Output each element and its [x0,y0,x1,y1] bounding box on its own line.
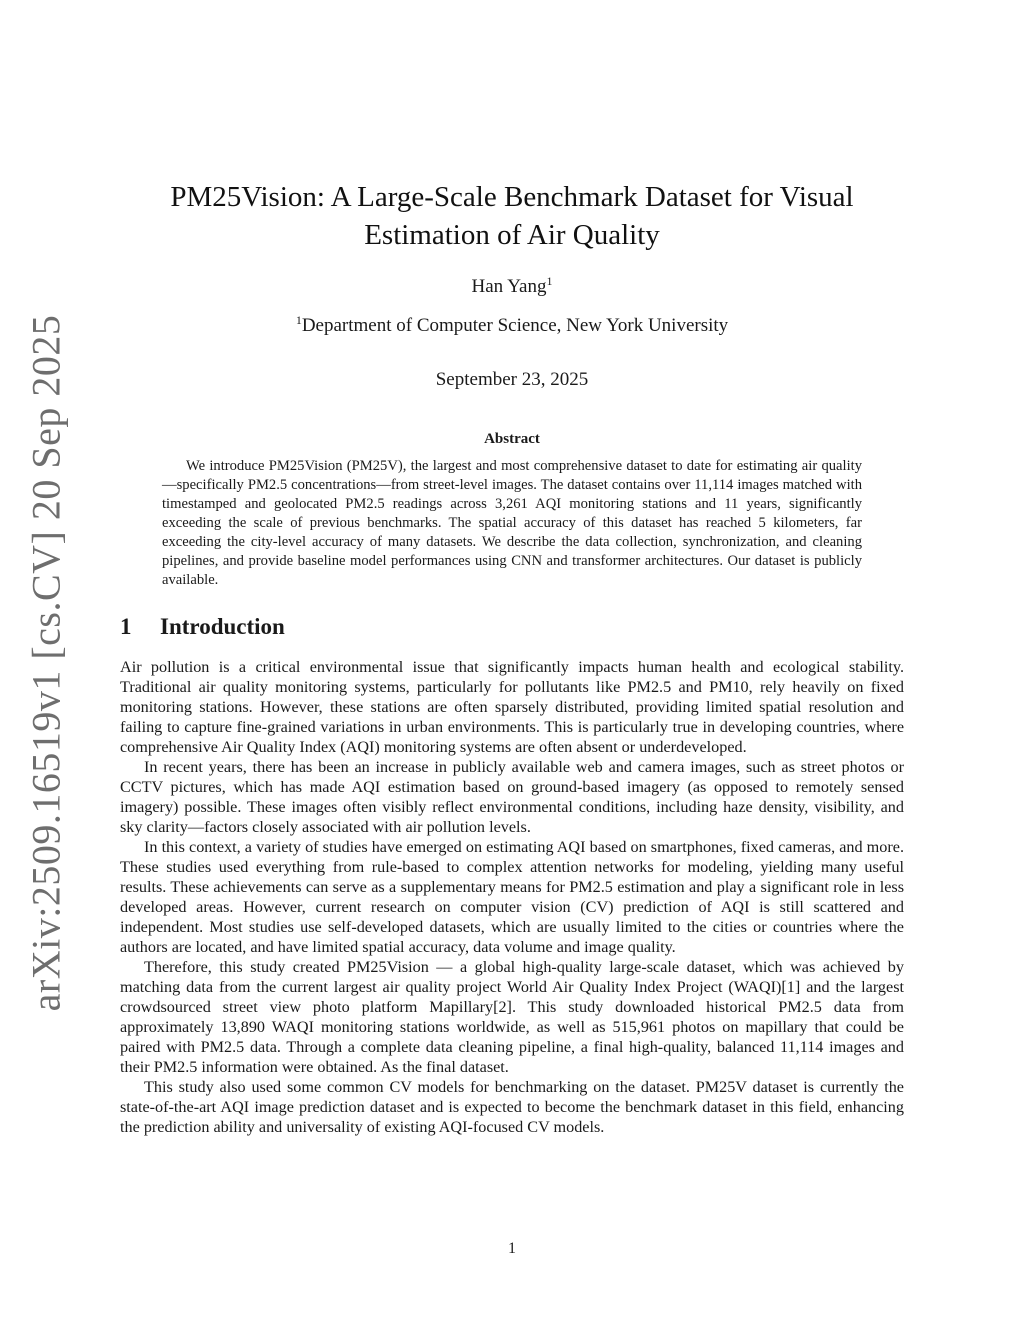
publication-date: September 23, 2025 [435,369,589,390]
paragraph: This study also used some common CV models for benchmarking on the dataset. PM25V dataset is currently the state-of-the-art AQI image prediction dataset and is expected to become the benchmark dataset in this field, enhancing the prediction ability and universality of existing AQI-focused CV models. [120,1078,904,1136]
affiliation-text: Department of Computer Science, New York University [301,315,729,336]
paragraph: Therefore, this study created PM25Vision — a global high-quality large-scale dataset, which was achieved by matching data from the current largest air quality project World Air Quality Index Project (WAQI)[1] and the largest crowdsourced street view photo platform Mapillary[2]. This study downloaded historical PM2.5 data from approximately 13,890 WAQI monitoring stations worldwide, as well as 515,961 photos on mapillary that could be paired with PM2.5 data. Through a complete data cleaning pipeline, a final high-quality, balanced 11,114 images and their PM2.5 information were obtained. As the final dataset. [120,958,904,1076]
introduction-body [120,657,904,1137]
title-line-1: PM25Vision: A Large-Scale Benchmark Dataset for Visual [170,181,854,213]
paragraph: In this context, a variety of studies have emerged on estimating AQI based on smartphones, fixed cameras, and more. These studies used everything from rule-based to complex attention networks for modeling, yielding many useful results. These achievements can serve as a supplementary means for PM2.5 estimation and play a significant role in less developed areas. However, current research on computer vision (CV) prediction of AQI is still scattered and independent. Most studies use self-developed datasets, which are usually limited to the cities or countries where the authors are located, and have limited spatial accuracy, data volume and image quality. [120,838,904,956]
affiliation [120,314,904,338]
section-title: Introduction [160,614,285,639]
author [120,275,904,299]
page-number: 1 [508,1240,516,1257]
affiliation-mark: 1 [295,313,302,327]
author-name: Han Yang [471,276,547,297]
paper-title [120,178,904,254]
abstract-heading: Abstract [484,431,540,447]
author-affiliation-mark: 1 [546,274,553,288]
paragraph: In recent years, there has been an increase in publicly available web and camera images, such as street photos or CCTV pictures, which has made AQI estimation based on ground-based imagery (as opposed to remotely sensed imagery) possible. These images often visibly reflect environmental conditions, including haze density, visibility, and sky clarity—factors closely associated with air pollution levels. [120,758,904,836]
arxiv-sidebar-stamp: arXiv:2509.16519v1 [cs.CV] 20 Sep 2025 [23,314,69,1012]
title-line-2: Estimation of Air Quality [364,219,660,251]
abstract-text: We introduce PM25Vision (PM25V), the largest and most comprehensive dataset to date for estimating air quality—specifically PM2.5 concentrations—from street-level images. The dataset contains over 11,114 images matched with timestamped and geolocated PM2.5 readings across 3,261 AQI monitoring stations and 11 years, significantly exceeding the scale of previous benchmarks. The spatial accuracy of this dataset has reached 5 kilometers, far exceeding the city-level accuracy of many datasets. We describe the data collection, synchronization, and cleaning pipelines, and provide baseline model performances using CNN and transformer architectures. Our dataset is publicly available. [162,458,862,588]
section-number: 1 [120,614,132,639]
paragraph: Air pollution is a critical environmental issue that significantly impacts human health and ecological stability. Traditional air quality monitoring systems, particularly for pollutants like PM2.5 and PM10, rely heavily on fixed monitoring stations. However, these stations are often sparsely distributed, providing limited spatial resolution and failing to capture fine-grained variations in urban environments. This is particularly true in developing countries, where comprehensive Air Quality Index (AQI) monitoring systems are often absent or underdeveloped. [120,658,904,756]
section-heading [120,614,285,640]
